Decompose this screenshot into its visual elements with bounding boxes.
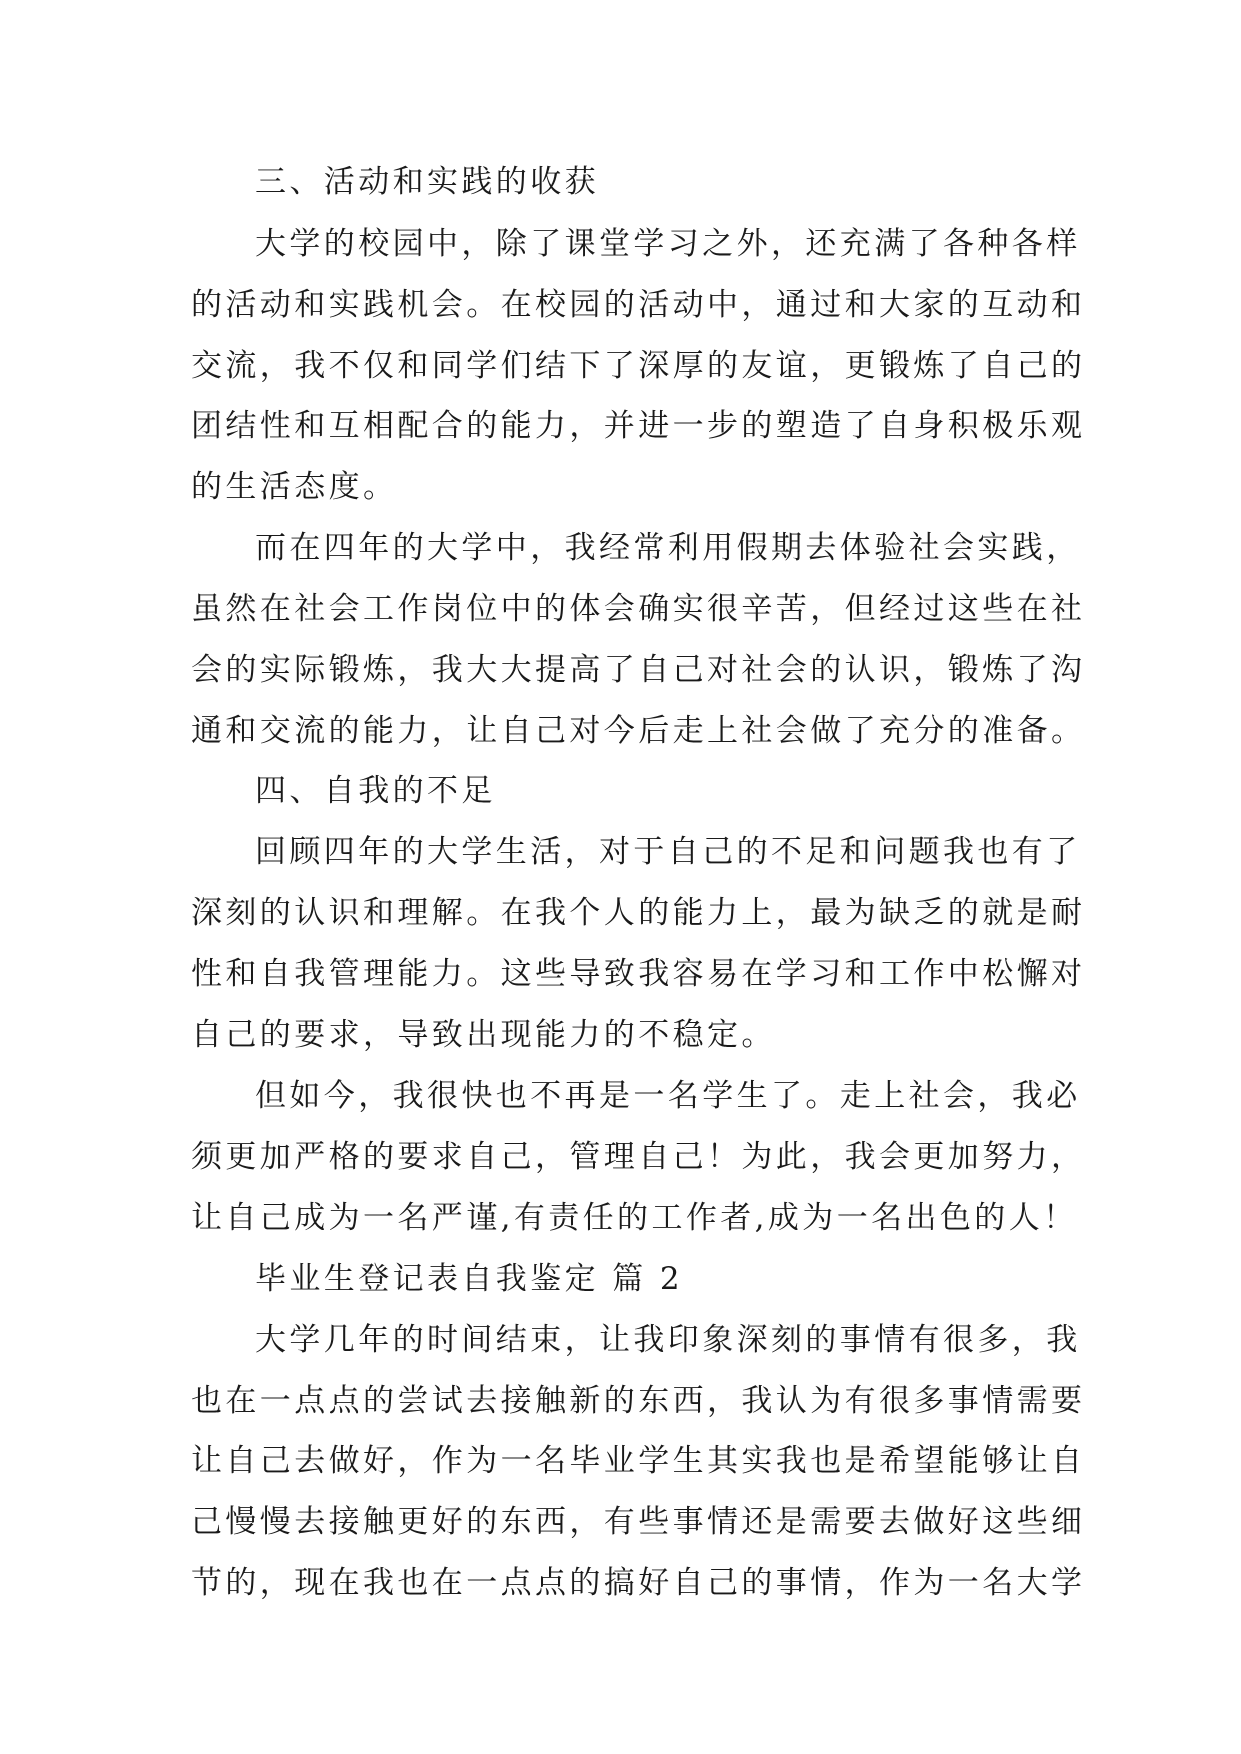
paragraph-line: 的活动和实践机会。在校园的活动中，通过和大家的互动和 bbox=[191, 287, 1086, 323]
paragraph-line: 节的，现在我也在一点点的搞好自己的事情，作为一名大学 bbox=[191, 1565, 1086, 1601]
section-heading: 三、活动和实践的收获 bbox=[255, 164, 599, 200]
paragraph-line: 性和自我管理能力。这些导致我容易在学习和工作中松懈对 bbox=[191, 956, 1086, 992]
paragraph-line: 交流，我不仅和同学们结下了深厚的友谊，更锻炼了自己的 bbox=[191, 348, 1086, 384]
paragraph-line: 须更加严格的要求自己，管理自己！为此，我会更加努力， bbox=[191, 1139, 1086, 1175]
paragraph-line: 会的实际锻炼，我大大提高了自己对社会的认识，锻炼了沟 bbox=[191, 652, 1086, 688]
paragraph-line: 让自己成为一名严谨,有责任的工作者,成为一名出色的人！ bbox=[191, 1200, 1078, 1236]
paragraph-line: 深刻的认识和理解。在我个人的能力上，最为缺乏的就是耐 bbox=[191, 895, 1086, 931]
paragraph-line: 而在四年的大学中，我经常利用假期去体验社会实践， bbox=[255, 530, 1081, 566]
paragraph-line: 但如今，我很快也不再是一名学生了。走上社会，我必 bbox=[255, 1078, 1081, 1114]
paragraph-line: 自己的要求，导致出现能力的不稳定。 bbox=[191, 1017, 776, 1053]
paragraph-line: 大学的校园中，除了课堂学习之外，还充满了各种各样 bbox=[255, 226, 1081, 262]
paragraph-line: 大学几年的时间结束，让我印象深刻的事情有很多，我 bbox=[255, 1322, 1081, 1358]
section-heading: 四、自我的不足 bbox=[255, 773, 496, 809]
paragraph-line: 让自己去做好，作为一名毕业学生其实我也是希望能够让自 bbox=[191, 1443, 1086, 1479]
paragraph-line: 也在一点点的尝试去接触新的东西，我认为有很多事情需要 bbox=[191, 1383, 1086, 1419]
paragraph-line: 己慢慢去接触更好的东西，有些事情还是需要去做好这些细 bbox=[191, 1504, 1086, 1540]
paragraph-line: 虽然在社会工作岗位中的体会确实很辛苦，但经过这些在社 bbox=[191, 591, 1086, 627]
paragraph-line: 团结性和互相配合的能力，并进一步的塑造了自身积极乐观 bbox=[191, 408, 1086, 444]
paragraph-line: 回顾四年的大学生活，对于自己的不足和问题我也有了 bbox=[255, 834, 1081, 870]
paragraph-line: 通和交流的能力，让自己对今后走上社会做了充分的准备。 bbox=[191, 713, 1086, 749]
paragraph-line: 的生活态度。 bbox=[191, 469, 398, 505]
article-title: 毕业生登记表自我鉴定 篇 2 bbox=[255, 1261, 684, 1297]
